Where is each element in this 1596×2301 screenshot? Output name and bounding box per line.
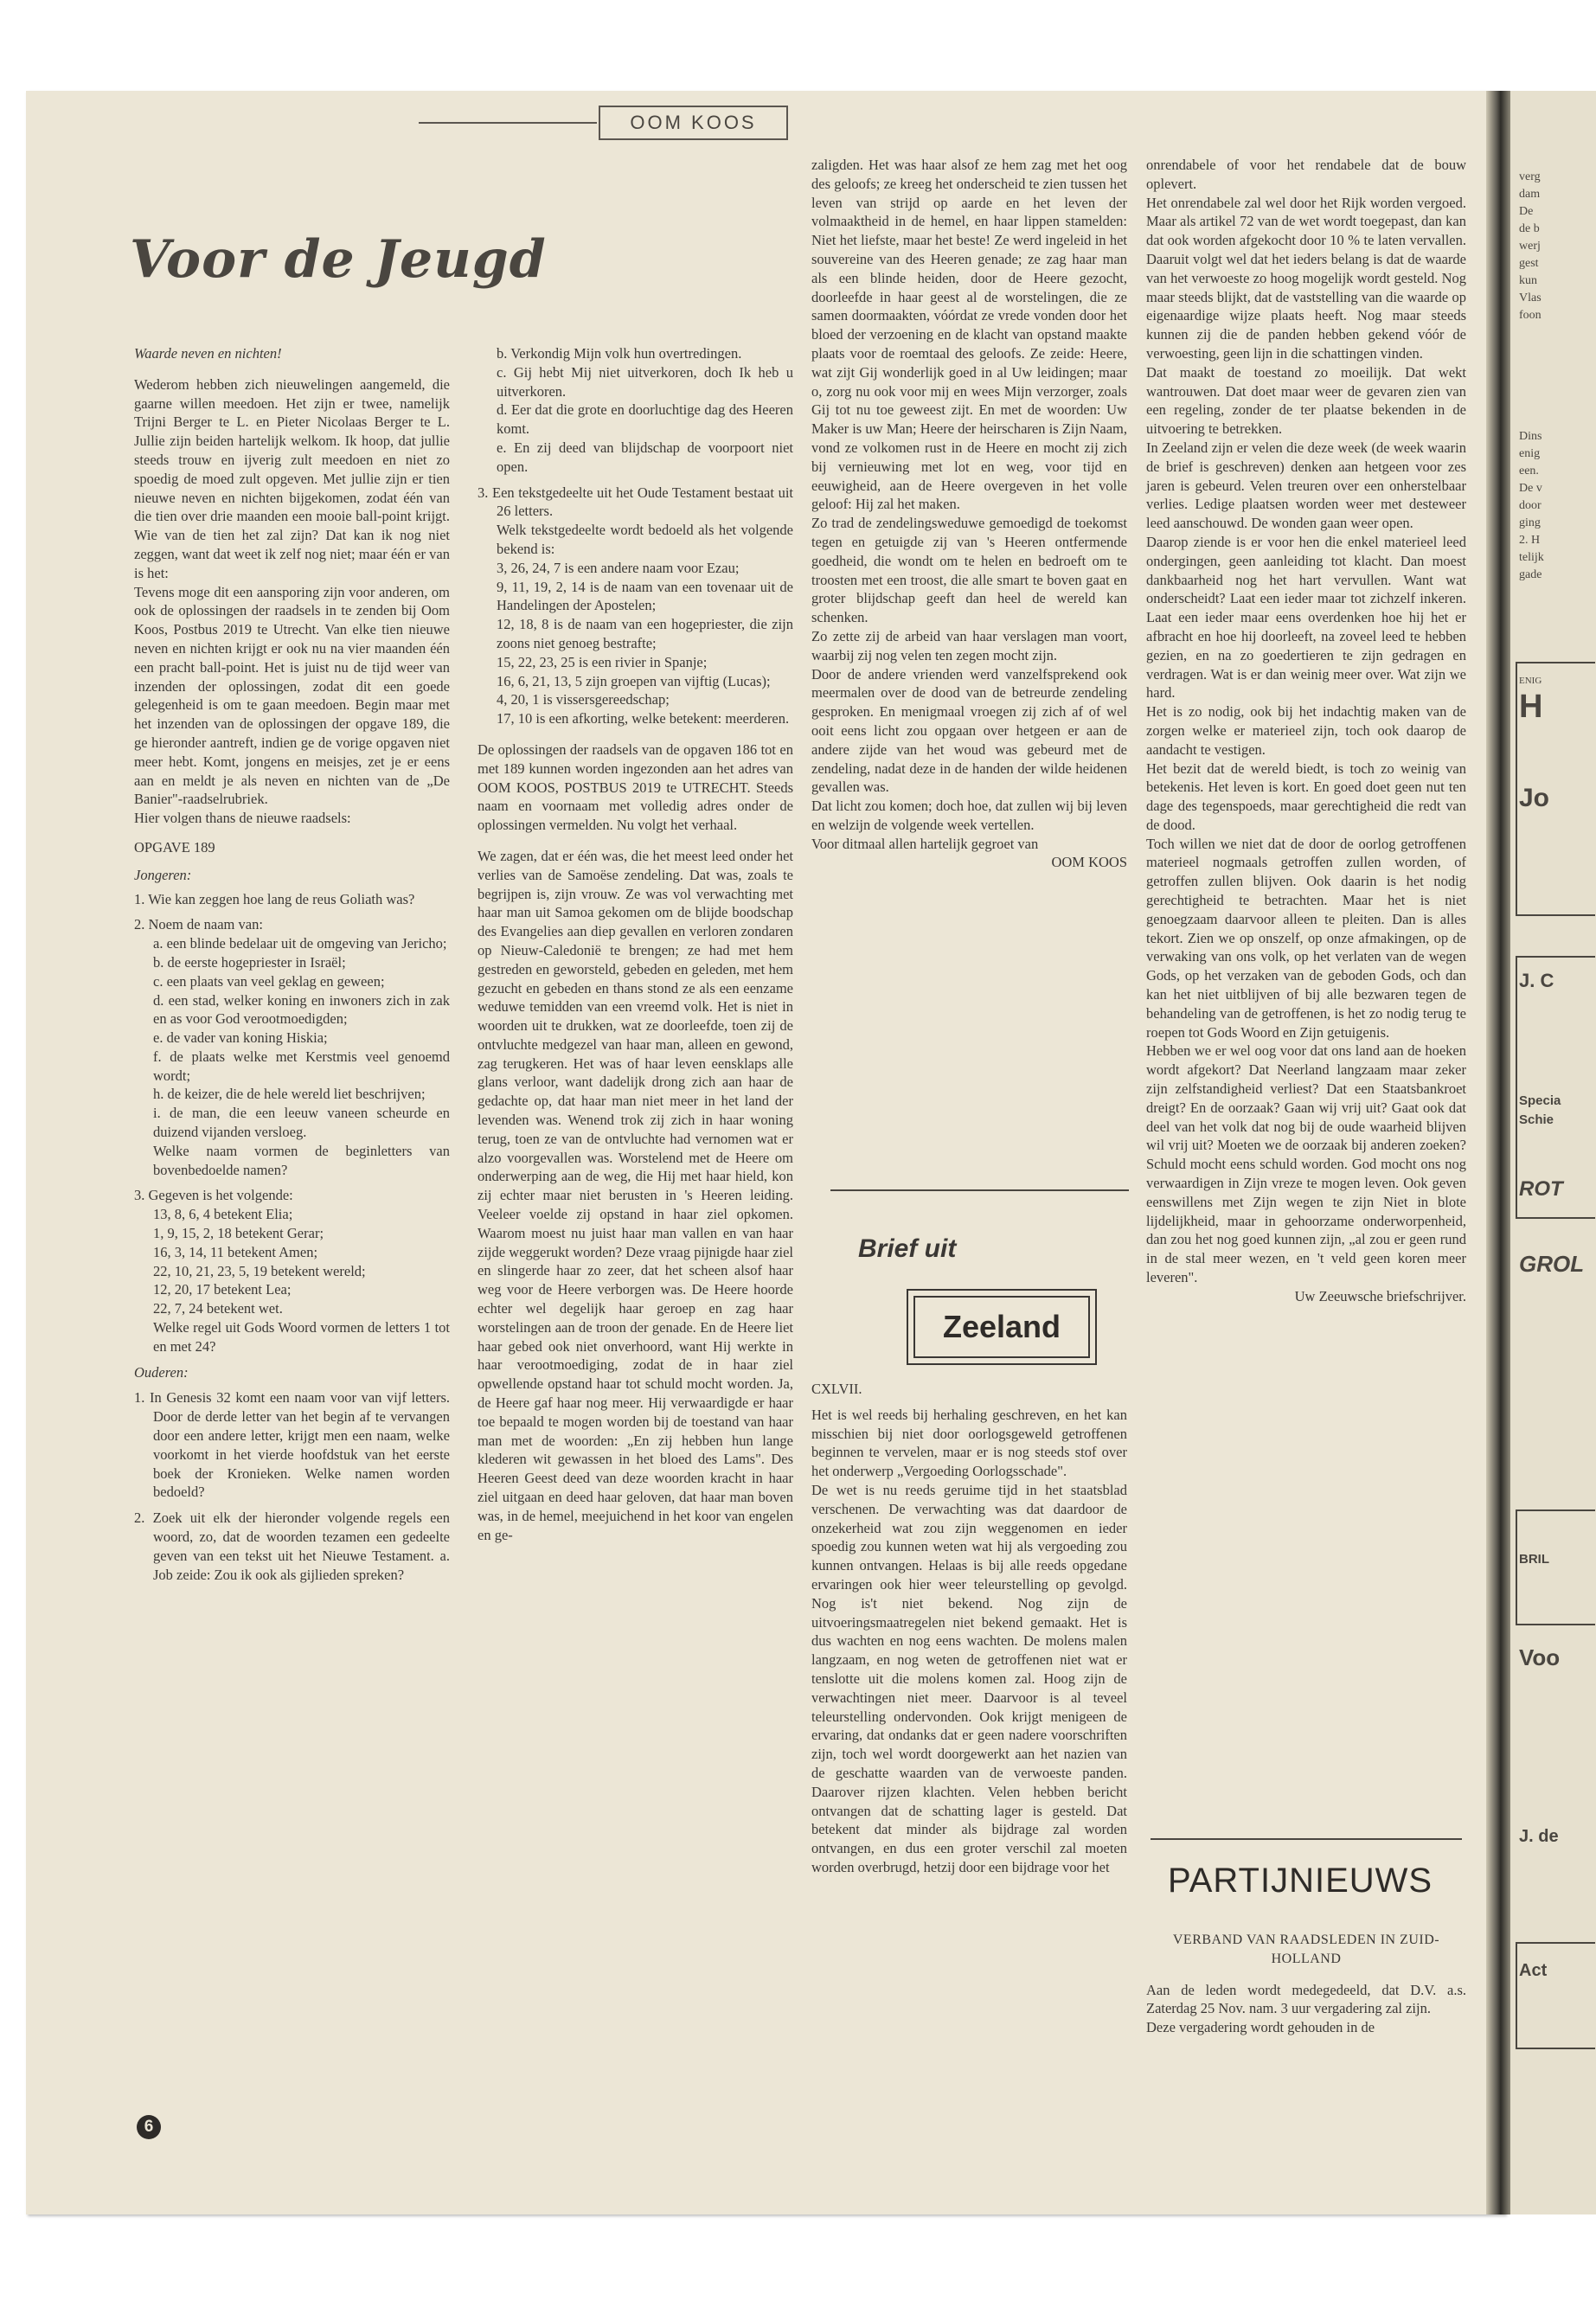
column-2 — [478, 344, 793, 1544]
question-item: 3, 26, 24, 7 is een andere naam voor Ezau; — [497, 559, 740, 576]
bleed-text: Specia — [1519, 1093, 1561, 1108]
bleed-text: foon — [1519, 309, 1542, 322]
letter-paragraph: Het onrendabele zal wel door het Rijk worden vergoed. Maar als artikel 72 van de wet wordt toegepast, dan kan dat ook worden afgekocht door 10 % te laten vervallen. Daaruit volgt wel dat het ieders belang is dat de waarde van het verwoeste zo hoog mogelijk wordt gesteld. Nog maar steeds blijkt, dat de vaststelling van die waarde op eigenaardige wijze plaats heeft. Nog maar steeds kunnen zij die de panden hebben gekend vóór de verwoesting, geen lijn in die schattingen vinden. — [1146, 194, 1466, 362]
paragraph: Tevens moge dit een aansporing zijn voor anderen, om ook de oplossingen der raadsels in te zenden bij Oom Koos, Postbus 2019 te Utrecht. Van elke tien nieuwe neven en nichten krijgt er ook nu na vier maanden één een pracht ball-point. Het is juist nu de tijd weer van inzenden der oplossingen, zodat dit een goede gelegenheid is om te gaan meedoen. Begin maar met het inzenden van de oplossingen der opgave 189, die ge hieronder aantreft, indien ge de vorige opgaven niet meer hebt. Komt, jongens en meisjes, zet je er eens aan en meldt je als neven en nichten van de „De Banier"-raadselrubriek. — [134, 583, 450, 808]
letter-number: CXLVII. — [811, 1381, 862, 1397]
bleed-text: J. de — [1519, 1827, 1559, 1846]
page-number: 6 — [137, 2115, 161, 2139]
column-3 — [811, 156, 1127, 872]
letter-paragraph: Hebben we er wel oog voor dat ons land aan de hoeken wordt afgekort? Dat Neerland langzaam maar zeker zijn zelfstandigheid verliest? Dat een Staatsbankroet dreigt? En de oorzaak? Gaan wij vrij uit? Gaat ook dat deel van het volk dat nog bij de oude waarheid blijven wil vrij uit? Moeten we de oorzaak bij anderen zoeken? Schuld mocht eens schuld worden. God mocht ons nog verwaardigen in Zijn vreze te mogen leven. Ook geven eenswillens met Zijn wegen te zijn Niet in blote lijdelijkheid, maar in gehoorzame onderworpenheid, dan zou het nog goed kunnen zijn, „al zou er geen rund in de stal meer wezen, en 't veld geen koren meer leveren". — [1146, 1042, 1466, 1286]
page-title: Voor de Jeugd — [130, 229, 547, 290]
question-item: 13, 8, 6, 4 betekent Elia; — [153, 1206, 293, 1223]
divider — [830, 1189, 1129, 1191]
question-item: b. Verkondig Mijn volk hun overtredingen. — [497, 345, 742, 362]
column-4 — [1146, 156, 1466, 1306]
bleed-text: enig — [1519, 447, 1541, 460]
jongeren-heading: Jongeren: — [134, 866, 192, 883]
story-paragraph: Zo trad de zendelingsweduwe gemoedigd de toekomst tegen en getuigde zij van 's Heeren ontfermende goedheid, die wondt om te helen en bedroeft om te troosten met een troost, die alle smart te boven gaat en groter blijdschap geeft dan heel de wereld kan schenken. — [811, 515, 1127, 626]
question-item: 17, 10 is een afkorting, welke betekent: meerderen. — [497, 710, 790, 727]
letter-paragraph: Het is wel reeds bij herhaling geschreven, en het kan misschien bij niet door oorlogsgeweld getroffenen beginnen te vervelen, maar er is nog steeds stof over het onderwerp „Vergoeding Oorlogsschade". — [811, 1406, 1127, 1480]
question-item: c. een plaats van veel geklag en geween; — [153, 972, 385, 990]
letter-paragraph: Daarop ziende is er voor hen die enkel materieel leed ondergingen, geen aanleiding tot klacht. Dan moest dankbaarheid nog het hart vervullen. Want wat onderscheidt? Laat een ieder maar tot zichzelf inkeren. Laat een ieder maar eens overdenken hoe hij het er afbracht en hoe hij doorleeft, na zoveel leed te hebben gezien, en na zo goedertieren te zijn gedragen en verdragen. Wat is er dan weinig meer over. Wat zijn we hard. — [1146, 533, 1466, 702]
bleed-text: Voo — [1519, 1644, 1561, 1670]
brief-title: Brief uit — [858, 1234, 957, 1263]
question: 3. Gegeven is het volgende: — [134, 1187, 293, 1204]
question-item: Welk tekstgedeelte wordt bedoeld als het volgende bekend is: — [497, 522, 793, 557]
story-paragraph: Dat licht zou komen; doch hoe, dat zullen wij bij leven en welzijn de volgende week vertellen. — [811, 798, 1127, 833]
question-item: 22, 10, 21, 23, 5, 19 betekent wereld; — [153, 1262, 366, 1279]
bleed-text: GROL — [1519, 1251, 1585, 1277]
question: 3. Een tekstgedeelte uit het Oude Testament bestaat uit 26 letters. — [478, 484, 793, 520]
question-item: 12, 18, 8 is de naam van een hogepriester, die zijn zoons niet genoeg bestrafte; — [497, 616, 793, 651]
bleed-text: De v — [1519, 482, 1542, 495]
bleed-text: gest — [1519, 257, 1539, 270]
bleed-text: kun — [1519, 274, 1537, 287]
bleed-ad-box — [1516, 1942, 1595, 2049]
paragraph: Wederom hebben zich nieuwelingen aangemeld, die gaarne willen meedoen. Het zijn er twee, namelijk Trijni Berger te L. en Pieter Nicolaas Berger te L. Jullie zijn beiden hartelijk welkom. Ik hoop, dat jullie steeds trouw en ijverig zult meedoen en niet zo spoedig de moed zult opgeven. Met jullie zijn er tien nieuwe neven en nichten bijgekomen, zodat één van die tien over drie maanden een mooie ball-point krijgt. Wie van de tien het zal zijn? Dat kan ik nog niet zeggen, want dat weet ik zelf nog niet; maar één er van is het: — [134, 375, 450, 581]
section-label: OOM KOOS — [599, 106, 788, 140]
letter-paragraph: De wet is nu reeds geruime tijd in het staatsblad verschenen. De verwachting was dat daardoor de onzekerheid wat zou zijn weggenomen en ieder spoedig zou kunnen weten wat hij als vergoeding zou kunnen ontvangen. Helaas is bij alle reeds opgedane ervaringen ook hier weer teleurstelling op gevolgd. Nog is't niet bekend. Nog zijn de uitvoeringsmaatregelen niet bekend gemaakt. Het is dus wachten en nog eens wachten. De molens malen langzaam, en nog weten de getroffenen niet wat er tenslotte uit die molens komen zal. Hoog zijn de verwachtingen niet meer. Daarvoor is al teveel teleurstelling ondervonden. Ook krijgt menigeen de ervaring, dat ondanks dat er geen nadere voorschriften zijn, toch wel wordt doorgewerkt aan het nazien van de geschatte waarden van de verwoeste panden. Daarover rijzen klachten. Velen hebben bericht ontvangen dat de schatting lager is gesteld. Dat betekent dat minder als bijdrage zal worden ontvangen, en dus een groter verschil zal moeten worden overbrugd, hetzij door een bijdrage voor het — [811, 1481, 1127, 1875]
question-item: 15, 22, 23, 25 is een rivier in Spanje; — [497, 653, 708, 670]
bleed-text: Vlas — [1519, 292, 1542, 304]
bleed-text: werj — [1519, 240, 1541, 253]
ouderen-heading: Ouderen: — [134, 1363, 189, 1381]
question: 1. Wie kan zeggen hoe lang de reus Goliath was? — [134, 890, 415, 907]
story-paragraph: Door de andere vrienden werd vanzelfsprekend ook meermalen over de dood van de betreurde zendeling gesproken. En menigmaal vroegen zij zich af of wel ooit eens licht zou opgaan over hetgeen er aan de andere zijde van het woud was gebeurd met de zendeling, nadat deze in de handen der wilde heidenen gevallen was. — [811, 665, 1127, 796]
question-item: 9, 11, 19, 2, 14 is de naam van een tovenaar uit de Handelingen der Apostelen; — [497, 578, 793, 614]
question-item: d. een stad, welker koning en inwoners zich in zak en as voor God verootmoedigden; — [153, 991, 450, 1028]
bleed-text: een. — [1519, 465, 1539, 478]
bleed-text: BRIL — [1519, 1552, 1549, 1567]
letter-paragraph: Toch willen we niet dat de door de oorlog getroffenen materieel nogmaals getroffen zullen worden, of getroffen zullen blijven. Ook daarin is het nodig gerechtigheid te betrachten. Maar het is niet genoegzaam daarvoor alleen te pleiten. Dan is alles tekort. Zien we op onszelf, op onze afmakingen, op de verwaking van ons volk, op het verlaten van de wegen Gods, op het verzaken van de geboden Gods, och dan kan het niet uitblijven of bij alle bezwaren tegen de behandeling van de getroffenen, is het zo nodig terug te roepen tot Gods Woord en Zijn getuigenis. — [1146, 835, 1466, 1041]
paragraph: Aan de leden wordt medegedeeld, dat D.V. a.s. Zaterdag 25 Nov. nam. 3 uur vergadering zal zijn. — [1146, 1981, 1466, 2017]
story-paragraph: Voor ditmaal allen hartelijk gegroet van — [811, 835, 1039, 852]
bleed-text: H — [1519, 689, 1543, 725]
bleed-text: J. C — [1519, 970, 1554, 991]
letter-paragraph: Het bezit dat de wereld biedt, is toch zo weinig van betekenis. Het leven is kort. En goed doet geen nut ten dage des tegenspoeds, maar gerechtigheid die redt van de dood. — [1146, 760, 1466, 833]
letter-paragraph: Dat maakt de toestand zo moeilijk. Dat wekt wantrouwen. Dat doet maar weer de gevaren zien van een regeling, zonder de ter plaatse bekenden in de uitvoering te betrekken. — [1146, 363, 1466, 438]
bleed-text: ging — [1519, 516, 1541, 529]
question-item: 4, 20, 1 is vissersgereedschap; — [497, 691, 670, 708]
question: 2. Noem de naam van: — [134, 916, 263, 933]
zeeland-box — [907, 1289, 1097, 1365]
bleed-text: telijk — [1519, 551, 1544, 564]
question-item: a. een blinde bedelaar uit de omgeving van Jericho; — [153, 935, 447, 952]
question-item: 12, 20, 17 betekent Lea; — [153, 1281, 292, 1298]
column-1 — [134, 344, 450, 1584]
letter-paragraph: In Zeeland zijn er velen die deze week (de week waarin de brief is geschreven) denken aan hetgeen voor zes jaren is gebeurd. Velen treuren over een onherstelbaar verlies. Ledige plaatsen worden weer met desteweer leed aanschouwd. De wonden gaan weer open. — [1146, 439, 1466, 532]
bleed-text: ENIG — [1519, 676, 1542, 686]
question-item: c. Gij hebt Mij niet uitverkoren, doch Ik heb u uitverkoren. — [497, 363, 793, 400]
bleed-text: dam — [1519, 188, 1541, 201]
verband-heading: VERBAND VAN RAADSLEDEN IN ZUID-HOLLAND — [1172, 1932, 1440, 1966]
question-item: e. de vader van koning Hiskia; — [153, 1029, 328, 1047]
story-paragraph: We zagen, dat er één was, die het meest leed onder het verlies van de Samoëse zendeling. Dat was, zoals te begrijpen is, zijn vrouw. Ze was vol verwachting met haar man uit Samoa gekomen om de blijde boodschap des Evangelies aan diep gevallen en verloren zondaren op Nieuw-Caledonië te brengen; ze had met hem gestreden en geworsteld, gebeden en geleden, met hem gezucht en gebeden en thans stond ze als een eenzame weduwe temidden van een vreemd volk. Het is niet in woorden uit te drukken, wat ze doorleefde, toen zij de ontvluchte medgezel van haar man, alleen en gewond, zag terugkeren. Het was of haar leven eensklaps alle glans verloor, want dadelijk drong zich aan haar de gedachte op, dat haar man niet meer in het land der levenden was. Wenend trok zij zich in haar woning terug, toen ze van de ontvluchte had vernomen wat er alzo voorgevallen was. Worstelend met de Heere om onderwerping aan de weg, die Hij met haar hield, kon zij echter maar niet berusten in 's Heeren leiding. Veeleer voelde zij opstand in haar ziel opkomen. Waarom moest nu juist haar man vallen en van haar zijde weggerukt worden? Deze vraag pijnigde haar ziel en slingerde haar zo zeer, dat het scheen alsof haar weg voor de Heere verborgen was. De Heere hoorde echter wel degelijk haar geroep en zag haar worstelingen aan de troon der genade. En de Heere liet haar gebed ook niet onverhoord, want Hij werkte in haar verootmoediging, zodat de in haar ziel opwellende opstand haar tot schuld mocht worden. Ja, de Heere gaf haar nog meer. Hij verwaardigde er haar toe bepaald te mogen worden bij de toestand van haar man met de woorden: „En zij hebben hun lange klederen wit gewassen in het bloed des Lams". Des Heeren Geest deed van deze woorden kracht in haar ziel uitgaan en deed haar geloven, dat haar man boven was, in de hemel, meejuichend in het koor van engelen en ge- — [478, 847, 793, 1543]
signature: OOM KOOS — [1051, 854, 1127, 871]
letter-paragraph: Het is zo nodig, ook bij het indachtig maken van de zorgen welke er materieel zijn, toch ook daarop de aandacht te vestigen. — [1146, 703, 1466, 758]
bleed-text: de b — [1519, 222, 1540, 235]
story-paragraph: Zo zette zij de arbeid van haar verslagen man voort, waarbij zij nog velen ten zegen mocht zijn. — [811, 627, 1127, 663]
story-paragraph: zaligden. Het was haar alsof ze hem zag met het oog des geloofs; ze kreeg het onderscheid te zien tussen het leven van strijd op aarde en het leven der volmaaktheid in de hemel, en haar lippen stamelden: Niet het liefste, maar het beste! Ze werd ingeleid in het souvereine van des Heeren genade; ze zag haar man als een blinde heiden, door de Heere gezocht, doorleefde in haar geest al de worstelingen, die ze samen doormaakten, vóórdat ze vrede vonden door het bloed der verzoening en de klacht van opstand maakte plaats voor de roemtaal des geloofs. Ze zeide: Heere, wat zijt Gij wonderlijk goed in al Uw leidingen; maar o, zorg nu ook voor mij en wees Mijn verzorger, zoals Gij tot nu toe geweest zijt. En met de woorden: Uw Maker is uw Man; Heere der heirscharen is Zijn Naam, vond ze volkomen rust in de Heere en mocht zij zich bij vernieuwing met lot en weg, voor tijd en eeuwigheid, aan de Heere overgeven in het volle geloof: Hij zal het maken. — [811, 157, 1127, 513]
question: 2. Zoek uit elk der hieronder volgende regels een woord, zo, dat de woorden tezamen een gedeelte geven van een tekst uit het Nieuwe Testament. a. Job zeide: Zou ik ook als gijlieden spreken? — [134, 1509, 450, 1583]
greeting: Waarde neven en nichten! — [134, 345, 282, 362]
signature: Uw Zeeuwsche briefschrijver. — [1294, 1287, 1466, 1304]
bleed-text: 2. H — [1519, 534, 1541, 547]
bleed-text: Jo — [1519, 784, 1550, 812]
zeeland-title: Zeeland — [913, 1296, 1090, 1358]
question-item: 16, 3, 14, 11 betekent Amen; — [153, 1243, 318, 1260]
divider — [1151, 1838, 1462, 1840]
bleed-text: gade — [1519, 568, 1542, 581]
question-item: 1, 9, 15, 2, 18 betekent Gerar; — [153, 1225, 324, 1242]
question-item: 22, 7, 24 betekent wet. — [153, 1300, 283, 1317]
bleed-text: verg — [1519, 170, 1541, 183]
question-item: b. de eerste hogepriester in Israël; — [153, 953, 346, 971]
bleed-text: door — [1519, 499, 1542, 512]
paragraph: De oplossingen der raadsels van de opgaven 186 tot en met 189 kunnen worden ingezonden aan het adres van OOM KOOS, POSTBUS 2019 te UTRECHT. Steeds naam en voornaam met volledig adres onder de oplossingen vermelden. Nu volgt het verhaal. — [478, 740, 793, 834]
opgave-heading: OPGAVE 189 — [134, 838, 215, 856]
question-item: f. de plaats welke met Kerstmis veel genoemd wordt; — [153, 1048, 450, 1084]
partijnieuws-heading: PARTIJNIEUWS — [1168, 1862, 1433, 1900]
adjacent-page-bleed — [1510, 91, 1596, 2214]
question-item: d. Eer dat die grote en doorluchtige dag des Heeren komt. — [497, 401, 793, 438]
question-item: i. de man, die een leeuw vaneen scheurde en duizend vijanden versloeg. — [153, 1105, 450, 1141]
bleed-text: De — [1519, 205, 1534, 218]
bleed-text: Act — [1519, 1961, 1548, 1980]
column-3-brief — [811, 1380, 1127, 1877]
bleed-text: Dins — [1519, 430, 1542, 443]
paragraph: Deze vergadering wordt gehouden in de — [1146, 2019, 1375, 2036]
paragraph: Hier volgen thans de nieuwe raadsels: — [134, 810, 351, 827]
question: 1. In Genesis 32 komt een naam voor van vijf letters. Door de derde letter van het begin af te vervangen door een andere letter, krijgt men een naam, welke voorkomt in het vierde hoofdstuk van het eerste boek der Kronieken. Welke namen worden bedoeld? — [134, 1389, 450, 1501]
page-fold — [1486, 91, 1510, 2214]
letter-paragraph: onrendabele of voor het rendabele dat de bouw oplevert. — [1146, 157, 1466, 192]
question-item: Welke regel uit Gods Woord vormen de letters 1 tot en met 24? — [153, 1319, 450, 1355]
question-item: 16, 6, 21, 13, 5 zijn groepen van vijftig (Lucas); — [497, 672, 771, 689]
bleed-text: Schie — [1519, 1112, 1554, 1127]
question-item: h. de keizer, die de hele wereld liet beschrijven; — [153, 1086, 426, 1103]
question-item: Welke naam vormen de beginletters van bovenbedoelde namen? — [153, 1142, 450, 1178]
bleed-text: ROT — [1519, 1177, 1563, 1201]
column-4-partij — [1146, 1931, 1466, 2037]
question-item: e. En zij deed van blijdschap de voorpoort niet open. — [497, 439, 793, 475]
